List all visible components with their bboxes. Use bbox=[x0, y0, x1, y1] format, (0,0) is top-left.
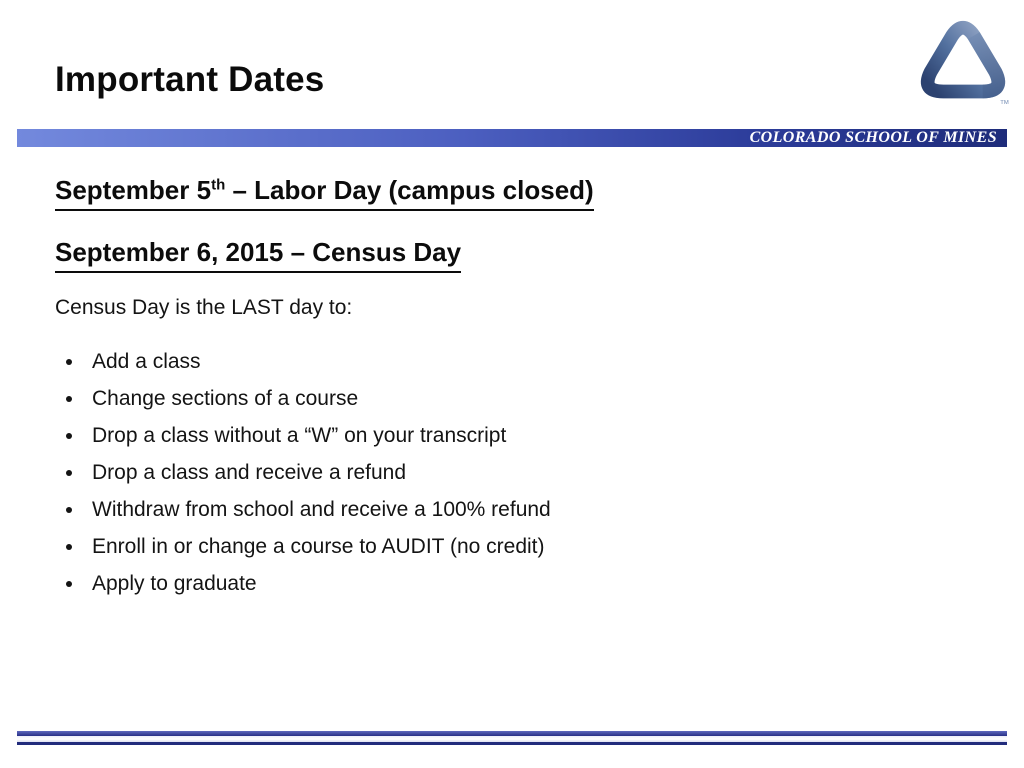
list-item bbox=[55, 565, 551, 602]
list-item bbox=[55, 454, 551, 491]
list-item bbox=[55, 491, 551, 528]
census-deadline-list bbox=[55, 343, 551, 602]
list-item bbox=[55, 417, 551, 454]
list-item bbox=[55, 380, 551, 417]
bullet-icon bbox=[66, 396, 72, 402]
list-item-text: Apply to graduate bbox=[92, 571, 257, 595]
list-item-text: Withdraw from school and receive a 100% refund bbox=[92, 497, 551, 521]
bullet-icon bbox=[66, 544, 72, 550]
bullet-icon bbox=[66, 359, 72, 365]
bullet-icon bbox=[66, 581, 72, 587]
heading-labor-day-ordinal: th bbox=[211, 176, 226, 194]
heading-labor-day bbox=[55, 175, 594, 211]
bullet-icon bbox=[66, 433, 72, 439]
list-item-text: Change sections of a course bbox=[92, 386, 359, 410]
logo-trademark: TM bbox=[1000, 100, 1009, 107]
list-item-text: Enroll in or change a course to AUDIT (no credit) bbox=[92, 534, 545, 558]
heading-labor-day-prefix: September 5 bbox=[55, 175, 212, 205]
bullet-icon bbox=[66, 507, 72, 513]
heading-census-day-text: September 6, 2015 – Census Day bbox=[55, 237, 461, 273]
heading-census-day bbox=[55, 237, 461, 273]
brand-name: COLORADO SCHOOL OF MINES bbox=[749, 129, 997, 146]
list-item bbox=[55, 528, 551, 565]
list-item-text: Add a class bbox=[92, 349, 201, 373]
intro-text: Census Day is the LAST day to: bbox=[55, 296, 353, 319]
bullet-icon bbox=[66, 470, 72, 476]
list-item-text: Drop a class without a “W” on your transcript bbox=[92, 423, 507, 447]
footer-divider bbox=[17, 731, 1007, 745]
list-item-text: Drop a class and receive a refund bbox=[92, 460, 407, 484]
list-item bbox=[55, 343, 551, 380]
heading-labor-day-suffix: – Labor Day (campus closed) bbox=[225, 175, 594, 205]
page-title: Important Dates bbox=[55, 60, 325, 99]
footer-bar-bottom bbox=[17, 742, 1007, 745]
